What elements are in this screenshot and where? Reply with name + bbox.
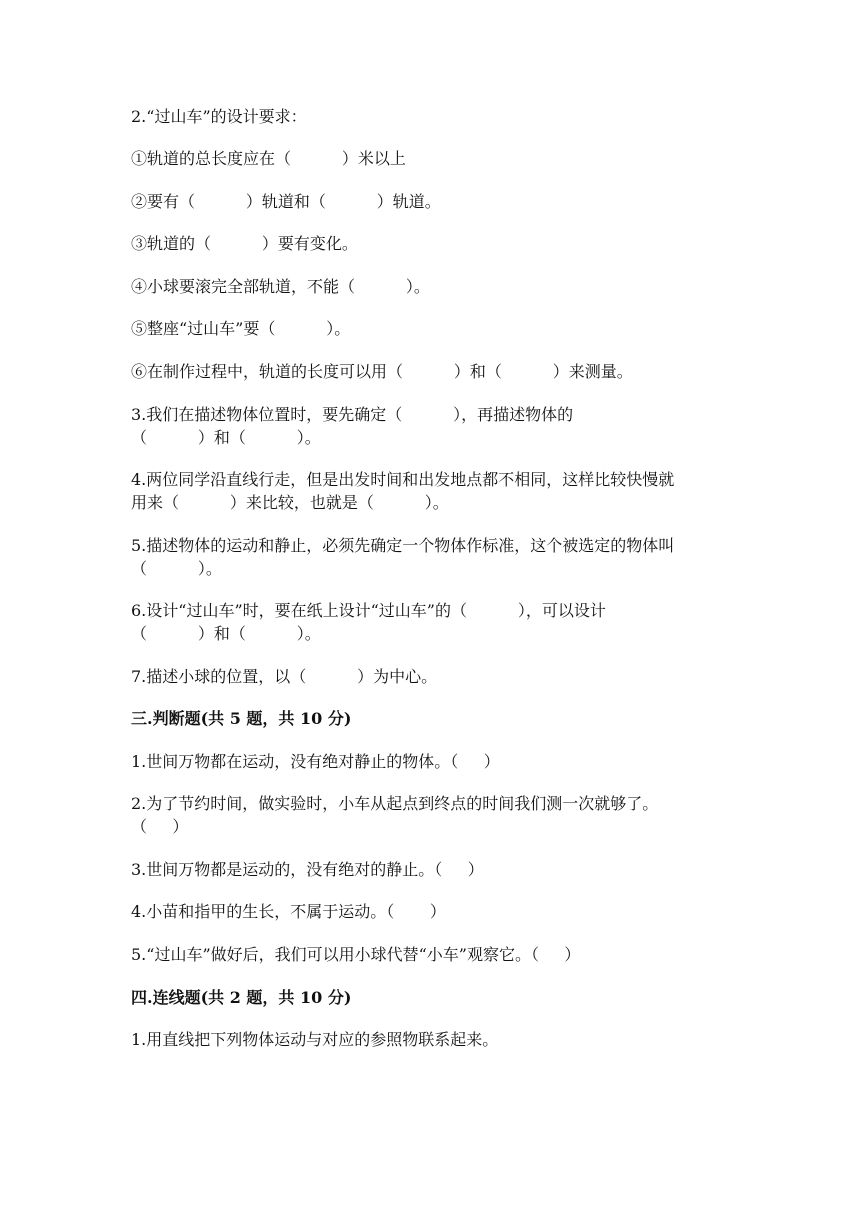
question-4-line-2: 用来（ ）来比较，也就是（ ）。 <box>131 493 449 512</box>
question-6-line-1: 6.设计“过山车”时，要在纸上设计“过山车”的（ ），可以设计 <box>131 601 606 620</box>
question-3-line-1: 3.我们在描述物体位置时，要先确定（ ），再描述物体的 <box>131 405 574 424</box>
question-2-item-4: ④小球要滚完全部轨道，不能（ ）。 <box>131 277 430 296</box>
judge-question-3: 3.世间万物都是运动的，没有绝对的静止。（ ） <box>131 860 484 879</box>
question-2-item-5: ⑤整座“过山车”要（ ）。 <box>131 319 351 338</box>
judge-question-2-line-2: （ ） <box>131 817 189 836</box>
question-7: 7.描述小球的位置，以（ ）为中心。 <box>131 667 438 686</box>
section-4-heading: 四.连线题(共 2 题，共 10 分) <box>131 988 352 1007</box>
matching-question-1: 1.用直线把下列物体运动与对应的参照物联系起来。 <box>131 1030 499 1049</box>
question-4-line-1: 4.两位同学沿直线行走，但是出发时间和出发地点都不相同，这样比较快慢就 <box>131 470 675 489</box>
question-5-line-1: 5.描述物体的运动和静止，必须先确定一个物体作标准，这个被选定的物体叫 <box>131 536 675 555</box>
question-2-item-6: ⑥在制作过程中，轨道的长度可以用（ ）和（ ）来测量。 <box>131 362 633 381</box>
judge-question-5: 5.“过山车”做好后，我们可以用小球代替“小车”观察它。（ ） <box>131 945 581 964</box>
question-6-line-2: （ ）和（ ）。 <box>131 624 321 643</box>
section-3-heading: 三.判断题(共 5 题，共 10 分) <box>131 709 352 728</box>
question-5-line-2: （ ）。 <box>131 559 222 578</box>
question-2-item-3: ③轨道的（ ）要有变化。 <box>131 234 358 253</box>
question-3-line-2: （ ）和（ ）。 <box>131 428 321 447</box>
question-2-item-2: ②要有（ ）轨道和（ ）轨道。 <box>131 192 441 211</box>
question-2-item-1: ①轨道的总长度应在（ ）米以上 <box>131 149 406 168</box>
judge-question-4: 4.小苗和指甲的生长，不属于运动。（ ） <box>131 902 446 921</box>
judge-question-1: 1.世间万物都在运动，没有绝对静止的物体。（ ） <box>131 752 500 771</box>
question-2-title: 2.“过山车”的设计要求： <box>131 107 307 126</box>
judge-question-2-line-1: 2.为了节约时间，做实验时，小车从起点到终点的时间我们测一次就够了。 <box>131 794 659 813</box>
